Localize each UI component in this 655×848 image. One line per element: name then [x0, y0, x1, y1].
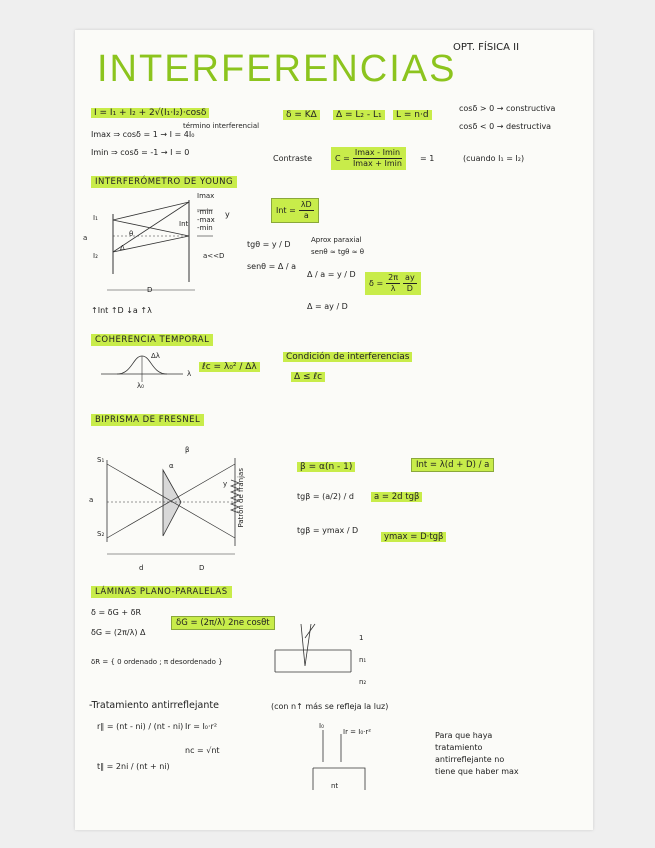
young-tangent: tgθ = y / D: [247, 240, 291, 249]
young-min2-label: -min: [197, 224, 213, 232]
plates-geometric-phase: δG = (2π/λ) Δ: [91, 628, 146, 637]
coherence-length: ℓc = λ₀² / Δλ: [199, 362, 260, 372]
antireflect-ir-label: Ir = I₀·r²: [343, 728, 372, 736]
plates-phase-sum: δ = δG + δR: [91, 608, 142, 617]
biprism-pattern-label: Patrón de franjas: [237, 468, 245, 528]
side-note-line-2: tratamiento: [435, 743, 483, 752]
young-path-difference: Δ = ay / D: [307, 302, 348, 311]
antireflect-side-note: [435, 730, 565, 778]
interference-condition: Δ ≤ ℓc: [291, 372, 325, 382]
young-y-label: y: [225, 210, 230, 219]
antireflect-intensity: Ir = I₀·r²: [185, 722, 218, 731]
young-trend: ↑Int ↑D ↓a ↑λ: [91, 306, 152, 315]
young-theta-label: θ: [129, 230, 134, 238]
antireflect-i0-label: I₀: [319, 722, 324, 730]
coherence-l-label: λ: [187, 370, 192, 378]
section-biprism: BIPRISMA DE FRESNEL: [91, 414, 204, 426]
intensity-formula: I = I₁ + I₂ + 2√(I₁·I₂)·cosδ: [91, 108, 209, 118]
contrast-note: (cuando I₁ = I₂): [463, 154, 525, 163]
side-note-line-4: tiene que haber max: [435, 767, 519, 776]
young-ratio: Δ / a = y / D: [307, 270, 356, 279]
young-interfringe: [271, 198, 319, 223]
contrast-fraction: [353, 148, 402, 169]
young-int-fraction: [299, 200, 314, 221]
coherence-diagram: [97, 348, 187, 386]
young-min-label: -min: [197, 208, 213, 216]
contrast-lhs: C =: [335, 154, 350, 163]
side-note-line-3: antirreflejante no: [435, 755, 505, 764]
biprism-alpha-label: α: [169, 462, 174, 470]
young-phase-lhs: δ =: [369, 279, 384, 288]
biprism-tangent-2: tgβ = ymax / D: [297, 526, 359, 535]
biprism-deviation: β = α(n - 1): [297, 462, 355, 472]
course-label: OPT. FÍSICA II: [453, 42, 520, 53]
section-young: INTERFERÓMETRO DE YOUNG: [91, 176, 237, 188]
plate-diagram: [271, 620, 355, 686]
young-int-label: Int: [179, 220, 189, 228]
biprism-y-label: y: [223, 480, 228, 488]
antireflect-index: nc = √nt: [185, 746, 220, 755]
young-i2-label: I₂: [93, 252, 98, 260]
antireflect-note: (con n↑ más se refleja la luz): [271, 702, 389, 711]
young-delta-label: Δ: [120, 244, 125, 252]
contrast-formula: [331, 147, 406, 170]
page-title: INTERFERENCIAS: [97, 48, 457, 90]
antireflect-reflection: r∥ = (nt - ni) / (nt - ni): [97, 722, 184, 731]
intensity-max: Imax ⇒ cosδ = 1 → I = 4I₀: [91, 130, 195, 139]
plates-geometric-phase-box: δG = (2π/λ) 2ne cosθt: [171, 616, 275, 630]
side-note-line-1: Para que haya: [435, 731, 493, 740]
young-phase-den1: λ: [390, 284, 396, 293]
section-coherence: COHERENCIA TEMPORAL: [91, 334, 213, 346]
young-sine: senθ = Δ / a: [247, 262, 296, 271]
plate-medium-2: n₁: [359, 656, 367, 664]
biprism-d-label: d: [139, 564, 144, 572]
young-a-label: a: [83, 234, 88, 242]
notes-page: [75, 30, 593, 830]
biprism-s2-label: S₂: [97, 530, 105, 538]
biprism-s1-label: S₁: [97, 456, 105, 464]
biprism-result-1: a = 2d tgβ: [371, 492, 422, 502]
constructive-condition: cosδ > 0 → constructiva: [459, 104, 556, 113]
plate-medium-1: 1: [359, 634, 364, 642]
contrast-rhs: = 1: [420, 154, 435, 163]
biprism-D-label: D: [199, 564, 205, 572]
interference-term-label: término interferencial: [183, 122, 260, 130]
contrast-label: Contraste: [273, 154, 313, 163]
section-plates: LÁMINAS PLANO-PARALELAS: [91, 586, 232, 598]
coherence-dl-label: Δλ: [151, 352, 160, 360]
intensity-min: Imin ⇒ cosδ = -1 → I = 0: [91, 148, 190, 157]
young-condition: a<<D: [203, 252, 225, 260]
young-i1-label: I₁: [93, 214, 98, 222]
young-phase-num1: 2π: [388, 273, 399, 282]
biprism-diagram: [95, 450, 255, 560]
coherence-l0-label: λ₀: [137, 382, 144, 390]
young-phase-fraction-1: [386, 273, 400, 294]
young-diagram: [89, 190, 251, 294]
young-phase-den2: D: [406, 284, 413, 293]
destructive-condition: cosδ < 0 → destructiva: [459, 122, 552, 131]
biprism-tangent-1: tgβ = (a/2) / d: [297, 492, 354, 501]
interference-condition-title: Condición de interferencias: [283, 352, 412, 362]
contrast-numerator: Imax - Imin: [354, 148, 401, 157]
path-difference: Δ = L₂ - L₁: [333, 110, 385, 120]
young-phase-num2: ay: [405, 273, 415, 282]
young-phase: [365, 272, 421, 295]
biprism-result-2: ymax = D·tgβ: [381, 532, 446, 542]
antireflect-transmission: t∥ = 2ni / (nt + ni): [97, 762, 170, 771]
contrast-denominator: Imax + Imin: [352, 159, 402, 168]
plates-reflection-phase: δR = { 0 ordenado ; π desordenado }: [91, 658, 223, 666]
antireflect-title: -Tratamiento antirreflejante: [89, 700, 219, 711]
young-approx-relation: senθ ≈ tgθ ≈ θ: [311, 248, 365, 256]
young-int-denominator: a: [303, 211, 309, 220]
phase-relation: δ = KΔ: [283, 110, 320, 120]
biprism-interfringe: Int = λ(d + D) / a: [411, 458, 494, 472]
young-phase-fraction-2: [403, 273, 417, 294]
optical-path: L = n·d: [393, 110, 432, 120]
antireflect-nt-label: nt: [331, 782, 339, 790]
biprism-beta-label: β: [185, 446, 190, 454]
young-approx-title: Aprox paraxial: [311, 236, 362, 244]
young-imax-label: Imax: [197, 192, 215, 200]
plate-medium-3: n₂: [359, 678, 367, 686]
young-max-label: -max: [197, 216, 215, 224]
biprism-a-label: a: [89, 496, 94, 504]
young-int-numerator: λD: [300, 200, 312, 209]
young-int-lhs: Int =: [276, 206, 296, 215]
young-d-label: D: [147, 286, 153, 294]
